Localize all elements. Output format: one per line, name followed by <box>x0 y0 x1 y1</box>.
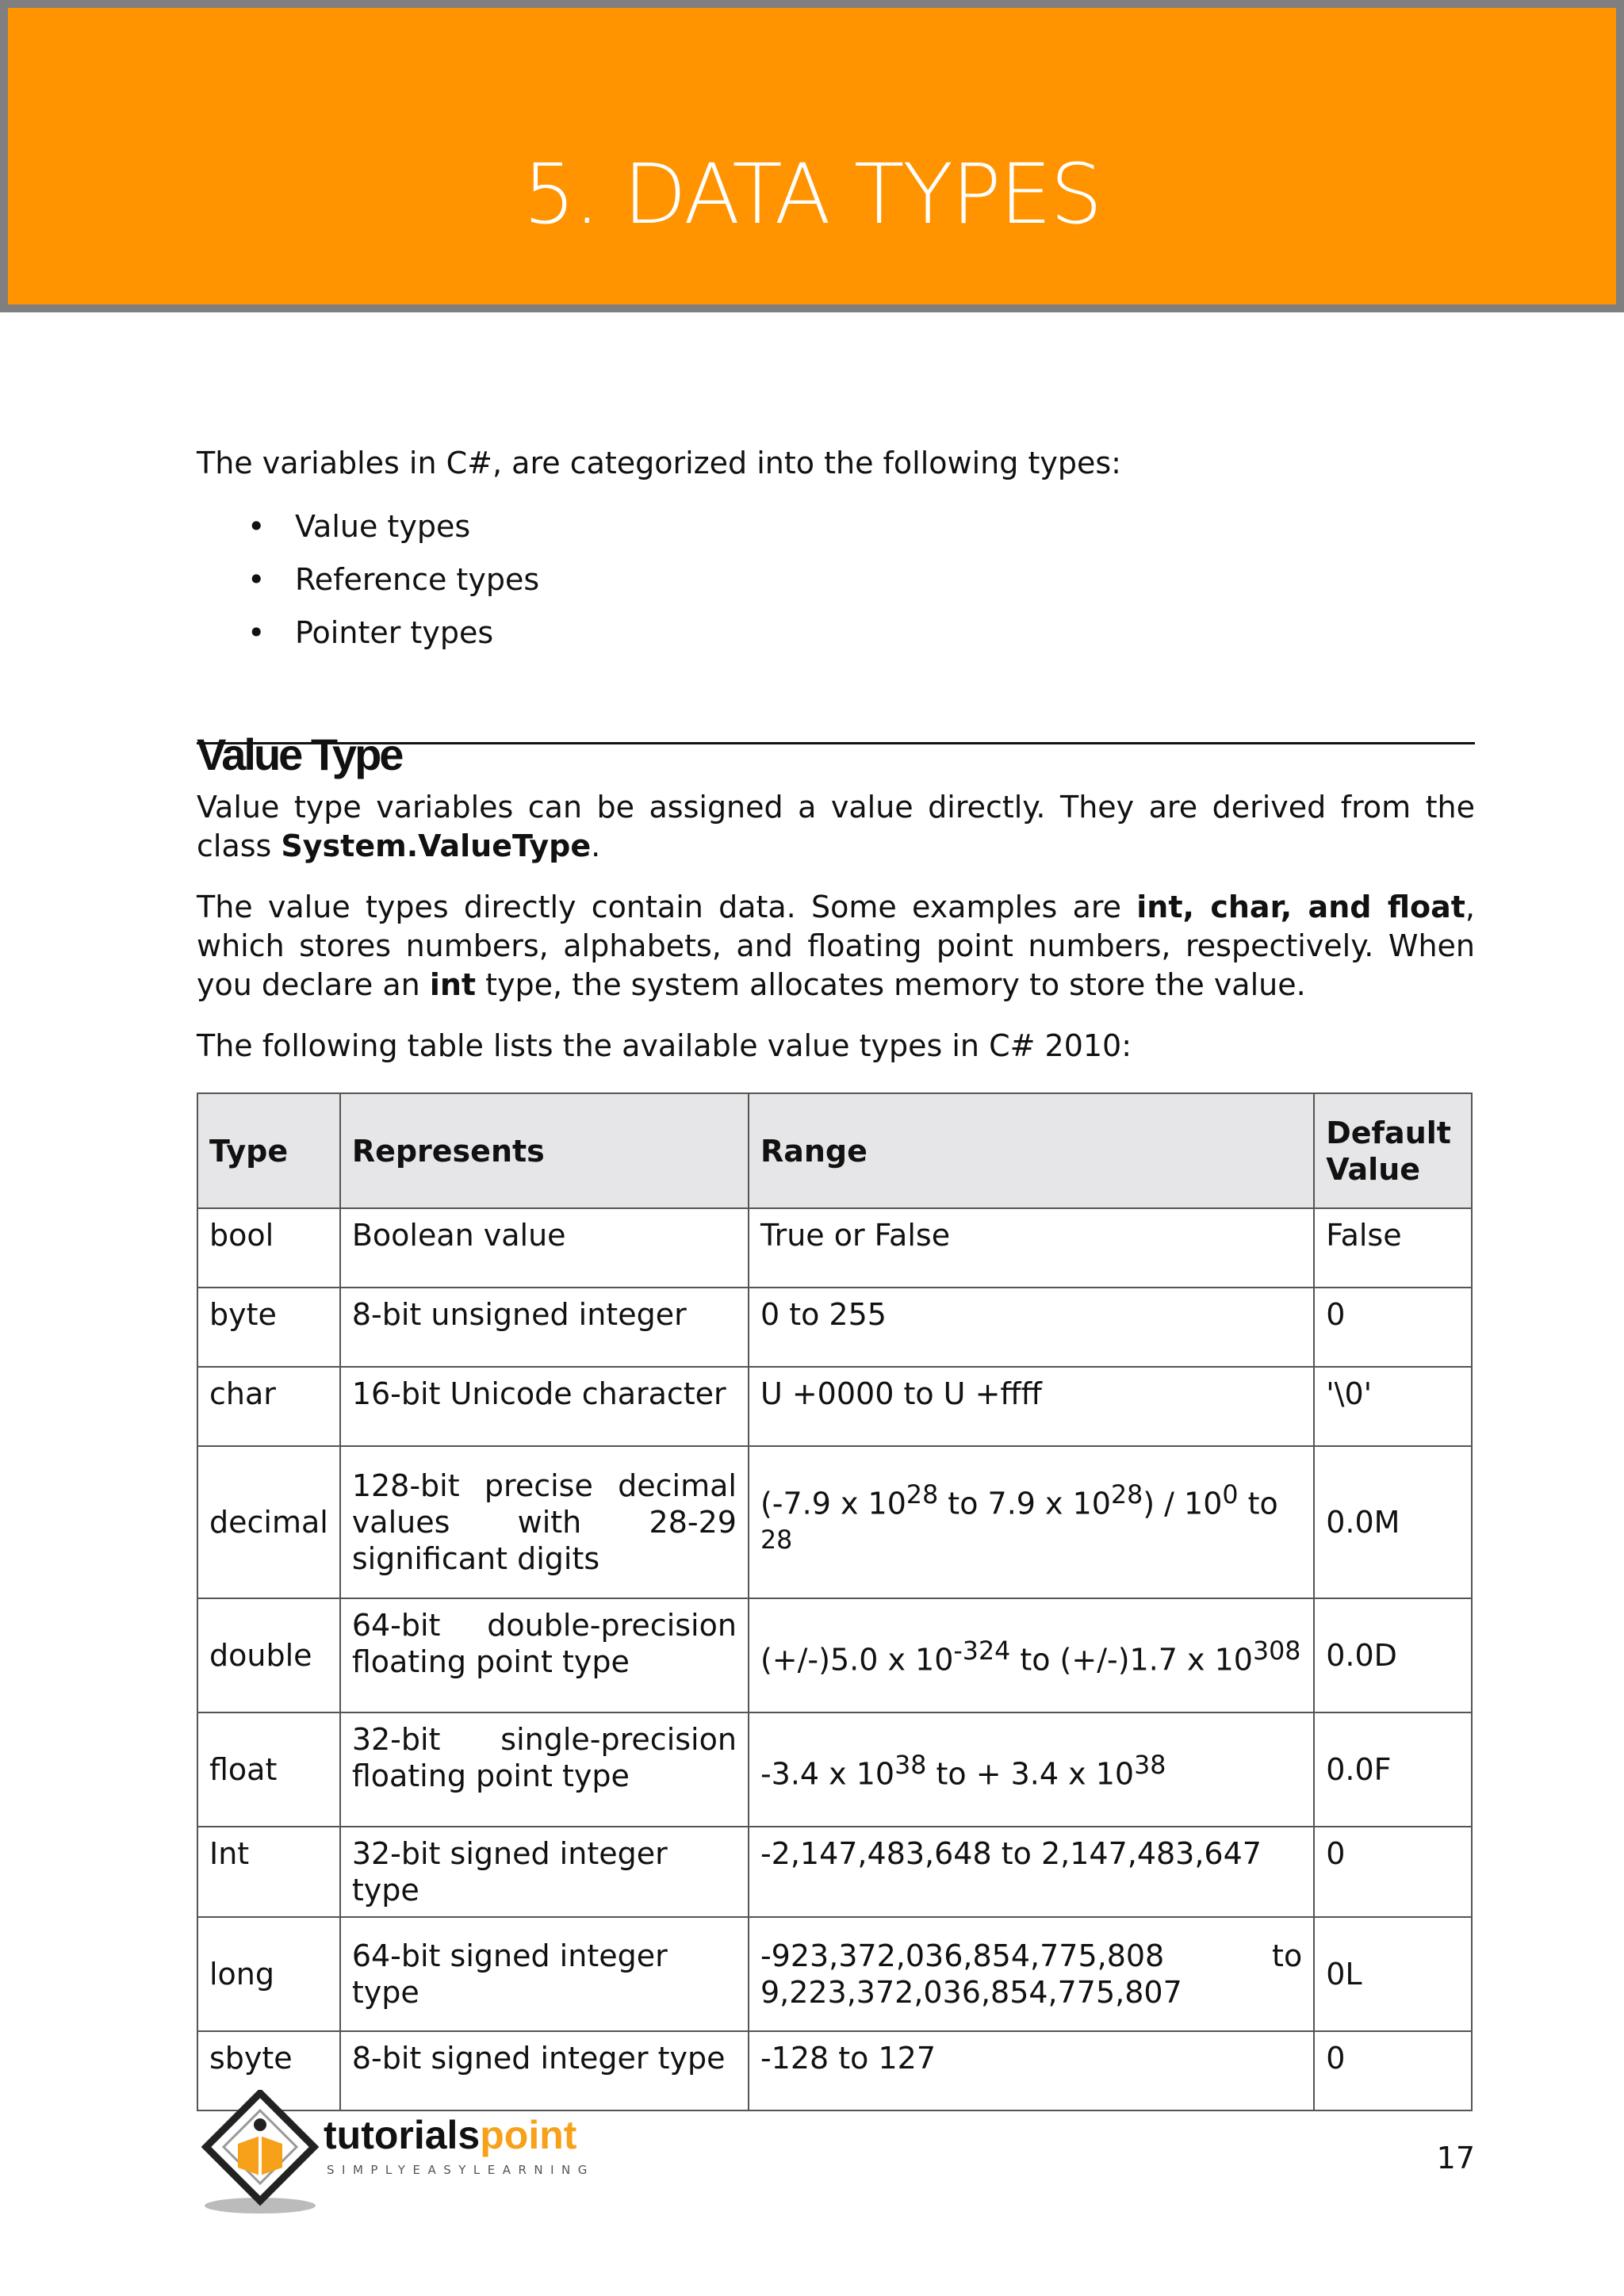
range-cell: (-7.9 x $10^{28}$ to 7.9 x $10^{28}) / 10^0$ to $^{28}$ <box>749 1446 1314 1598</box>
type-list <box>197 500 1475 660</box>
header-default-value: Default Value <box>1314 1093 1472 1208</box>
table-row: Int 32-bit signed integer type -2,147,483,648 to 2,147,483,647 0 <box>197 1827 1472 1917</box>
range-cell: (+/-)5.0 x $10^{-324}$ to (+/-)1.7 x $10^{308}$ <box>749 1598 1314 1712</box>
bullet-icon: • <box>247 562 266 597</box>
table-row: bool Boolean value True or False False <box>197 1208 1472 1288</box>
header-represents: Represents <box>340 1093 749 1208</box>
svg-text:tutorialspoint: tutorialspoint <box>324 2113 577 2157</box>
range-cell: -923,372,036,854,775,808 to 9,223,372,036,854,775,807 <box>749 1917 1314 2031</box>
table-row: decimal 128-bit precise decimal values with 28-29 significant digits (-7.9 x $10^{28}$ to 7.9 x $10^{28}) / 10^0$ to $^{28}$ 0.0M <box>197 1446 1472 1598</box>
bullet-icon: • <box>247 615 266 650</box>
paragraph-2: The value types directly contain data. Some examples are int, char, and float, which stores numbers, alphabets, and floating point numbers, respectively. When you declare an int type, the system allocates memory to store the value. <box>197 890 1476 1002</box>
section-heading <box>197 725 1475 779</box>
list-item: • Value types <box>197 500 1475 553</box>
table-row: sbyte 8-bit signed integer type -128 to 127 0 <box>197 2031 1472 2110</box>
section-title: Value Type <box>197 729 402 779</box>
list-item: • Reference types <box>197 553 1475 607</box>
paragraph-1: Value type variables can be assigned a value directly. They are derived from the class System.ValueType. <box>197 790 1475 863</box>
bullet-icon: • <box>247 509 266 544</box>
header-type: Type <box>197 1093 340 1208</box>
table-row: double 64-bit double-precision floating point type (+/-)5.0 x $10^{-324}$ to (+/-)1.7 x $10^{308}$ 0.0D <box>197 1598 1472 1712</box>
logo-icon <box>197 2090 641 2217</box>
tutorialspoint-logo <box>197 2090 641 2217</box>
paragraph-3: The following table lists the available value types in C# 2010: <box>197 1028 1132 1063</box>
table-header-row <box>197 1093 1472 1208</box>
value-types-table <box>197 1093 1473 2111</box>
chapter-title: 5. DATA TYPES <box>523 146 1101 243</box>
table-row: byte 8-bit unsigned integer 0 to 255 0 <box>197 1288 1472 1367</box>
table-row: float 32-bit single-precision floating point type -3.4 x $10^{38}$ to + 3.4 x $10^{38}$ 0.0F <box>197 1712 1472 1827</box>
intro-text: The variables in C#, are categorized into the following types: <box>197 446 1121 480</box>
page-number: 17 <box>1436 2141 1475 2175</box>
list-item: • Pointer types <box>197 607 1475 660</box>
svg-text:SIMPLYEASYLEARNING: SIMPLYEASYLEARNING <box>327 2163 595 2177</box>
table-row: char 16-bit Unicode character U +0000 to U +ffff '\0' <box>197 1367 1472 1446</box>
table-row: long 64-bit signed integer type -923,372,036,854,775,808 to 9,223,372,036,854,775,807 0L <box>197 1917 1472 2031</box>
header-range: Range <box>749 1093 1314 1208</box>
range-cell: -3.4 x $10^{38}$ to + 3.4 x $10^{38}$ <box>749 1712 1314 1827</box>
page-content <box>197 444 1475 2111</box>
